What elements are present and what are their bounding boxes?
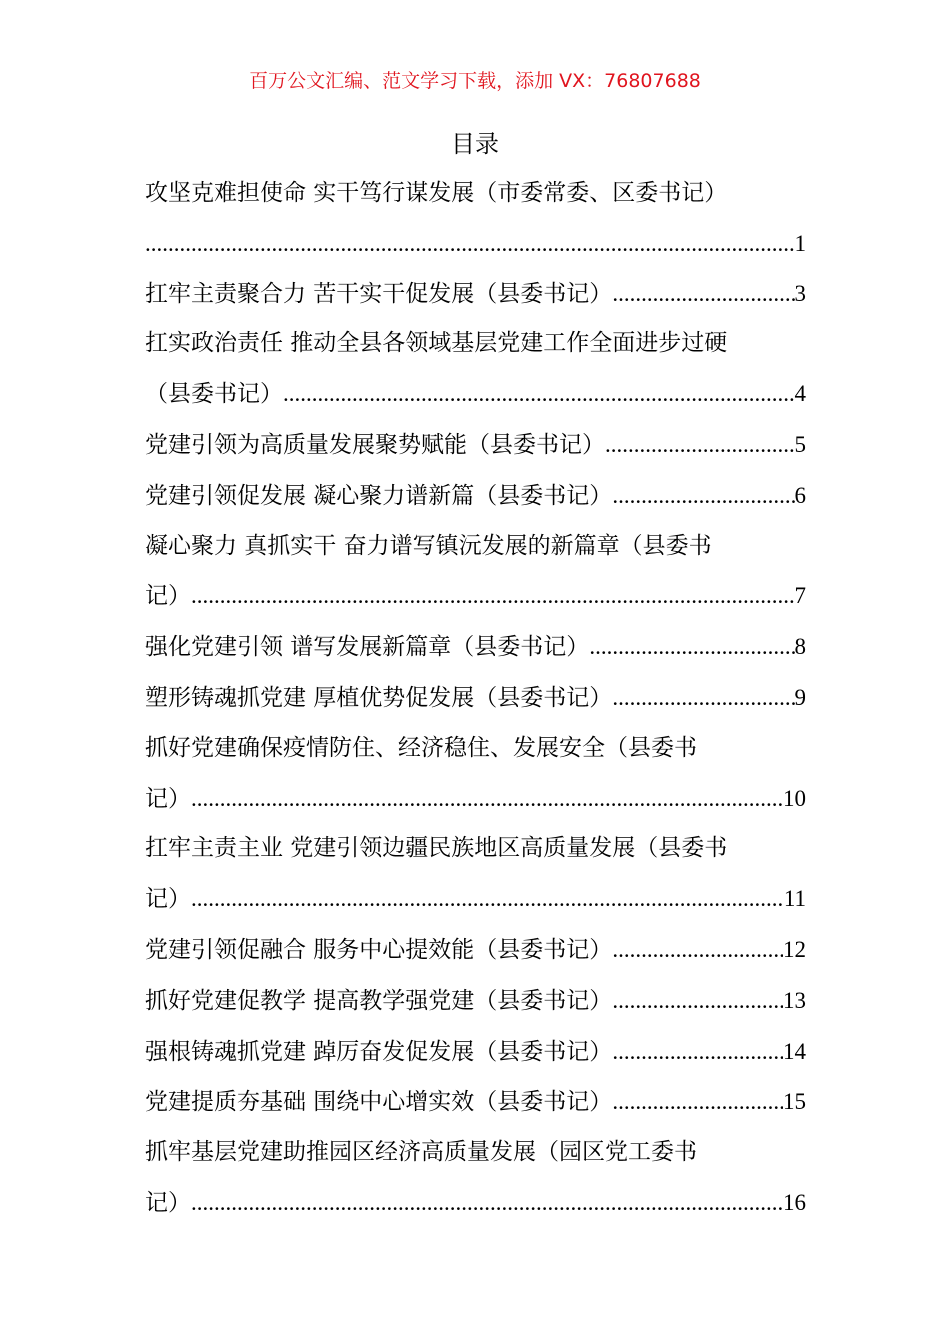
toc-entry-title-line: 凝心聚力 真抓实干 奋力谱写镇沅发展的新篇章（县委书 (145, 532, 712, 559)
toc-entry-title: 记） (145, 583, 191, 610)
toc-entry-title: 党建引领为高质量发展聚势赋能（县委书记） (145, 431, 605, 458)
toc-entry-title-line: 抓牢基层党建助推园区经济高质量发展（园区党工委书 (145, 1139, 697, 1166)
toc-entry-title: 记） (145, 886, 191, 913)
toc-entry-row (145, 874, 806, 925)
toc-page-number: 5 (794, 431, 806, 457)
toc-entry-row (145, 571, 806, 622)
dot-leader (605, 420, 795, 470)
toc-entry-title: 抓好党建促教学 提高教学强党建（县委书记） (145, 987, 613, 1014)
toc-page-number: 8 (794, 634, 806, 660)
toc-page-number: 16 (783, 1189, 806, 1215)
toc-entry[interactable] (145, 724, 806, 825)
toc-entry[interactable] (145, 269, 806, 320)
dot-leader (191, 571, 795, 621)
dot-leader (612, 1027, 783, 1077)
toc-entry-row (145, 420, 806, 471)
toc-entry[interactable] (145, 522, 806, 623)
toc-entry-title: 强化党建引领 谱写发展新篇章（县委书记） (145, 634, 590, 661)
toc-entry-row (145, 219, 806, 269)
toc-entry-title: 塑形铸魂抓党建 厚植优势促发展（县委书记） (145, 684, 613, 711)
dot-leader (612, 673, 794, 723)
toc-entry-row (145, 1077, 806, 1128)
toc-entry[interactable] (145, 925, 806, 976)
toc-entry-title: 党建引领促发展 凝心聚力谱新篇（县委书记） (145, 482, 613, 509)
toc-entry[interactable] (145, 622, 806, 673)
toc-entry-row (145, 269, 806, 320)
header-banner: 百万公文汇编、范文学习下载，添加 VX：76807688 (249, 70, 701, 92)
toc-entry-row (145, 925, 806, 976)
toc-entry-row (145, 622, 806, 673)
toc-entry[interactable] (145, 1077, 806, 1128)
toc-page-number: 6 (794, 482, 806, 508)
dot-leader (612, 269, 794, 319)
toc-page-number: 1 (794, 230, 806, 256)
dot-leader (145, 219, 795, 269)
toc-entry-row (145, 471, 806, 522)
dot-leader (612, 976, 783, 1026)
toc-entry-title: 记） (145, 785, 191, 812)
toc-entry-title: 记） (145, 1189, 191, 1216)
toc-entry[interactable] (145, 319, 806, 420)
toc-entry-title: 党建提质夯基础 围绕中心增实效（县委书记） (145, 1089, 613, 1116)
dot-leader (191, 1178, 783, 1228)
toc-entry[interactable] (145, 1128, 806, 1229)
toc-entry-row (145, 976, 806, 1027)
dot-leader (612, 925, 783, 975)
toc-entry[interactable] (145, 976, 806, 1027)
toc-entry-row (145, 1027, 806, 1078)
toc-entry-row (145, 1178, 806, 1229)
toc-entry-row (145, 369, 806, 420)
toc-entry-title-line: 扛实政治责任 推动全县各领域基层党建工作全面进步过硬 (145, 330, 728, 357)
toc-entry[interactable] (145, 673, 806, 724)
toc-entry-title-line: 抓好党建确保疫情防住、经济稳住、发展安全（县委书 (145, 734, 697, 761)
table-of-contents (145, 169, 806, 1229)
toc-title: 目录 (451, 130, 499, 158)
dot-leader (612, 471, 794, 521)
toc-entry[interactable] (145, 420, 806, 471)
toc-entry-title-line: 攻坚克难担使命 实干笃行谋发展（市委常委、区委书记） (145, 180, 728, 206)
dot-leader (191, 774, 783, 824)
toc-entry[interactable] (145, 471, 806, 522)
toc-entry-title: 党建引领促融合 服务中心提效能（县委书记） (145, 936, 613, 963)
dot-leader (191, 874, 784, 924)
toc-page-number: 7 (794, 583, 806, 609)
toc-entry[interactable] (145, 1027, 806, 1078)
dot-leader (283, 369, 795, 419)
toc-entry[interactable] (145, 169, 806, 269)
toc-page-number: 12 (783, 936, 806, 962)
dot-leader (612, 1077, 783, 1127)
toc-page-number: 9 (794, 684, 806, 710)
toc-page-number: 3 (794, 280, 806, 306)
toc-entry-title-line: 扛牢主责主业 党建引领边疆民族地区高质量发展（县委书 (145, 835, 728, 862)
toc-entry-title: 扛牢主责聚合力 苦干实干促发展（县委书记） (145, 280, 613, 307)
toc-entry-row (145, 673, 806, 724)
toc-entry-row (145, 774, 806, 825)
toc-entry-title: 强根铸魂抓党建 踔厉奋发促发展（县委书记） (145, 1038, 613, 1065)
toc-entry[interactable] (145, 824, 806, 925)
dot-leader (589, 622, 794, 672)
toc-page-number: 11 (783, 886, 806, 912)
toc-page-number: 15 (783, 1089, 806, 1115)
toc-page-number: 10 (783, 785, 806, 811)
toc-page-number: 14 (783, 1038, 806, 1064)
toc-entry-title: （县委书记） (145, 381, 283, 408)
toc-page-number: 13 (783, 987, 806, 1013)
toc-page-number: 4 (794, 381, 806, 407)
